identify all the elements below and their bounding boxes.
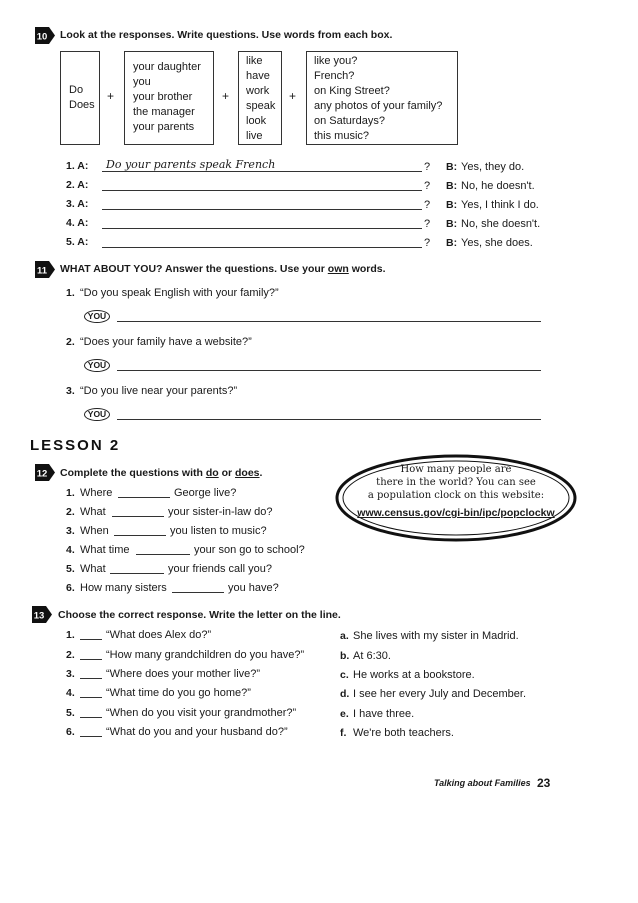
speaker-b: B: (446, 180, 458, 192)
question-end: your son go to school? (194, 544, 305, 556)
answer-line[interactable] (117, 370, 541, 371)
item-number: 6. (66, 582, 75, 594)
question-text: “What do you and your husband do?” (106, 726, 288, 738)
instruction-emphasis: does (235, 467, 260, 479)
question-end: you have? (228, 582, 279, 594)
you-label: YOU (84, 408, 110, 421)
question-mark: ? (424, 237, 431, 249)
exercise-instruction: Look at the responses. Write questions. Use words from each box. (60, 29, 393, 41)
running-footer: Talking about Families (434, 778, 531, 788)
box-word: look (246, 115, 267, 127)
response-text: No, she doesn't. (461, 218, 541, 230)
answer-letter: b. (340, 650, 350, 662)
box-word: have (246, 70, 270, 82)
blank-line[interactable] (136, 554, 190, 555)
exercise-number-badge (35, 464, 55, 481)
item-number: 4. (66, 544, 75, 556)
box-word: your brother (133, 91, 193, 103)
question-start: When (80, 525, 109, 537)
question-start: Where (80, 487, 113, 499)
box-word: Do (69, 84, 84, 96)
instruction-text: . (259, 467, 263, 479)
question-end: George live? (174, 487, 237, 499)
item-number: 2. (66, 506, 75, 518)
lesson-heading: LESSON 2 (30, 437, 121, 454)
word-box-subject (124, 51, 214, 145)
exercise-number-badge (32, 606, 52, 623)
item-number: 1. (66, 629, 75, 641)
question-mark: ? (424, 218, 431, 230)
item-number: 5. (66, 563, 75, 575)
plus-sign: + (222, 89, 230, 103)
question-text: “Do you speak English with your family?” (80, 287, 279, 299)
letter-blank[interactable] (80, 697, 102, 698)
instruction-text: Complete the questions with (60, 467, 206, 479)
you-label: YOU (84, 310, 110, 323)
question-mark: ? (424, 180, 431, 192)
item-number: 4. (66, 687, 75, 699)
response-text: No, he doesn't. (461, 180, 535, 192)
answer-line[interactable] (117, 321, 541, 322)
item-number: 6. (66, 726, 75, 738)
blank-line[interactable] (172, 592, 224, 593)
box-word: speak (246, 100, 276, 112)
box-word: any photos of your family? (314, 100, 443, 112)
box-word: the manager (133, 106, 195, 118)
question-text: “How many grandchildren do you have?” (106, 649, 305, 661)
blank-line[interactable] (118, 497, 170, 498)
box-word: live (246, 130, 263, 142)
item-number: 2. (66, 649, 75, 661)
speaker-b: B: (446, 218, 458, 230)
item-number: 3. A: (66, 198, 89, 210)
answer-text: I have three. (353, 708, 415, 720)
letter-blank[interactable] (80, 659, 102, 660)
question-start: How many sisters (80, 582, 167, 594)
box-word: you (133, 76, 151, 88)
item-number: 3. (66, 385, 75, 397)
question-start: What (80, 563, 106, 575)
plus-sign: + (289, 89, 297, 103)
item-number: 5. (66, 707, 75, 719)
response-text: Yes, they do. (461, 161, 525, 173)
response-text: Yes, I think I do. (461, 199, 539, 211)
speaker-b: B: (446, 237, 458, 249)
speaker-b: B: (446, 199, 458, 211)
question-end: your sister-in-law do? (168, 506, 273, 518)
letter-blank[interactable] (80, 639, 102, 640)
letter-blank[interactable] (80, 678, 102, 679)
you-label: YOU (84, 359, 110, 372)
item-number: 2. (66, 336, 75, 348)
box-word: this music? (314, 130, 370, 142)
letter-blank[interactable] (80, 717, 102, 718)
item-number: 5. A: (66, 236, 89, 248)
box-word: your daughter (133, 61, 201, 73)
question-text: “What time do you go home?” (106, 687, 251, 699)
instruction-emphasis: do (205, 467, 219, 479)
exercise-instruction (60, 263, 386, 275)
instruction-text: words. (348, 263, 386, 275)
answer-line[interactable] (102, 190, 422, 191)
handwritten-answer: Do your parents speak French (106, 158, 276, 171)
box-word: your parents (133, 121, 195, 133)
answer-letter: e. (340, 708, 349, 720)
blank-line[interactable] (110, 573, 164, 574)
answer-line[interactable] (102, 247, 422, 248)
callout-line: there in the world? You can see (376, 477, 536, 488)
instruction-text: WHAT ABOUT YOU? Answer the questions. Use your (60, 263, 328, 275)
response-text: Yes, she does. (461, 237, 533, 249)
item-number: 2. A: (66, 179, 89, 191)
exercise-instruction (60, 467, 262, 479)
box-word: like you? (314, 55, 358, 67)
exercise-number: 12 (36, 468, 48, 480)
blank-line[interactable] (112, 516, 164, 517)
answer-letter: a. (340, 630, 349, 642)
page-number: 23 (537, 776, 551, 790)
question-mark: ? (424, 161, 431, 173)
answer-text: At 6:30. (353, 650, 391, 662)
answer-text: He works at a bookstore. (353, 669, 475, 681)
exercise-number: 10 (36, 31, 48, 43)
callout-line: a population clock on this website: (367, 490, 545, 501)
question-text: “Where does your mother live?” (106, 668, 261, 680)
answer-text: I see her every July and December. (353, 688, 527, 700)
answer-text: We're both teachers. (353, 727, 454, 739)
answer-line[interactable] (102, 228, 422, 229)
box-word: Does (69, 99, 95, 111)
fact-callout (334, 452, 578, 544)
exercise-number-badge (35, 261, 55, 278)
exercise-instruction: Choose the correct response. Write the letter on the line. (58, 609, 341, 621)
question-text: “Do you live near your parents?” (80, 385, 238, 397)
item-number: 3. (66, 525, 75, 537)
question-mark: ? (424, 199, 431, 211)
exercise-number-badge (35, 27, 55, 44)
callout-line: How many people are (400, 464, 512, 475)
item-number: 4. A: (66, 217, 89, 229)
instruction-emphasis: own (327, 263, 349, 275)
box-word: work (246, 85, 270, 97)
box-word: French? (314, 70, 355, 82)
exercise-number: 11 (36, 265, 48, 277)
letter-blank[interactable] (80, 736, 102, 737)
answer-line[interactable] (102, 209, 422, 210)
word-box-auxiliary (60, 51, 100, 145)
answer-letter: f. (340, 727, 347, 739)
question-text: “Does your family have a website?” (80, 336, 252, 348)
word-box-verb (238, 51, 282, 145)
speaker-b: B: (446, 161, 458, 173)
box-word: on King Street? (314, 85, 390, 97)
item-number: 1. A: (66, 160, 89, 172)
blank-line[interactable] (114, 535, 166, 536)
instruction-text: or (218, 467, 236, 479)
question-end: your friends call you? (168, 563, 272, 575)
item-number: 3. (66, 668, 75, 680)
question-end: you listen to music? (170, 525, 267, 537)
item-number: 1. (66, 487, 75, 499)
item-number: 1. (66, 287, 75, 299)
box-word: like (246, 55, 263, 67)
question-text: “When do you visit your grandmother?” (106, 707, 297, 719)
answer-letter: c. (340, 669, 349, 681)
question-text: “What does Alex do?” (106, 629, 212, 641)
answer-line[interactable] (117, 419, 541, 420)
answer-text: She lives with my sister in Madrid. (353, 630, 519, 642)
answer-letter: d. (340, 688, 350, 700)
word-box-complement (306, 51, 458, 145)
question-start: What (80, 506, 106, 518)
question-start: What time (80, 544, 130, 556)
box-word: on Saturdays? (314, 115, 385, 127)
callout-url-link[interactable]: www.census.gov/cgi-bin/ipc/popclockw (357, 507, 555, 519)
answer-line[interactable] (102, 171, 422, 172)
exercise-number: 13 (33, 610, 45, 622)
plus-sign: + (107, 89, 115, 103)
